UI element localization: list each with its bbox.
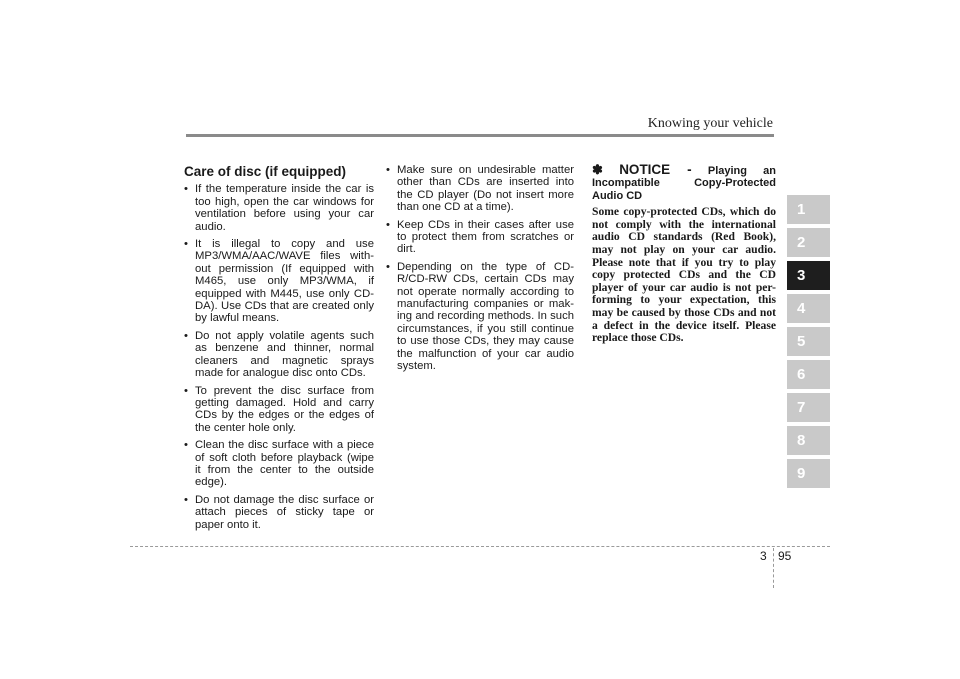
chapter-tab-1[interactable]: 1 xyxy=(787,195,830,224)
chapter-tab-8[interactable]: 8 xyxy=(787,426,830,455)
chapter-tab-7[interactable]: 7 xyxy=(787,393,830,422)
list-item: • Clean the disc surface with a piece of soft cloth before playback (wipe it from the center to the outside edge). xyxy=(184,439,374,489)
notice-subtitle: Playing an Incompatible Copy-Protected Audio CD xyxy=(592,165,777,202)
notice-body: Some copy-protected CDs, which do not comply with the international audio CD standards (Red Book), may not play on your car audio. Please note that if you try to play copy protected CDs and the CD player of your car audio is not per-forming to your expectation, this may be caused by those CDs and not a defect in the device itself. Please replace those CDs. xyxy=(592,205,776,345)
page-chapter-number: 3 xyxy=(760,549,767,563)
footer-rule xyxy=(130,546,830,547)
list-item: • It is illegal to copy and use MP3/WMA/AAC/WAVE files with-out permission (If equipped with M465, use only MP3/WMA, if equipped with M445, use only CD-DA). Use CDs that are created only by lawful means. xyxy=(184,238,374,325)
header-rule xyxy=(186,134,774,137)
list-item: • Do not damage the disc surface or attach pieces of sticky tape or paper onto it. xyxy=(184,494,374,531)
bullet-list-1 xyxy=(184,183,374,531)
chapter-tab-9[interactable]: 9 xyxy=(787,459,830,488)
list-item: • To prevent the disc surface from getting damaged. Hold and carry CDs by the edges or the edges of the center hole only. xyxy=(184,385,374,435)
chapter-tab-4[interactable]: 4 xyxy=(787,294,830,323)
list-item: • If the temperature inside the car is too high, open the car windows for ventilation before using your car audio. xyxy=(184,183,374,233)
chapter-tab-2[interactable]: 2 xyxy=(787,228,830,257)
page-number: 95 xyxy=(778,549,792,563)
bullet-list-2 xyxy=(386,164,574,373)
list-item: • Do not apply volatile agents such as benzene and thinner, normal cleaners and magnetic sprays made for analogue disc onto CDs. xyxy=(184,330,374,380)
section-heading: Care of disc (if equipped) xyxy=(184,164,347,179)
column-1 xyxy=(184,164,374,536)
notice-box xyxy=(592,164,776,345)
running-header-title: Knowing your vehicle xyxy=(647,116,773,131)
column-2 xyxy=(386,164,574,378)
footer-divider xyxy=(773,548,774,588)
notice-asterisk-icon: ✽ xyxy=(592,162,603,177)
chapter-tab-3[interactable]: 3 xyxy=(787,261,830,290)
chapter-tab-6[interactable]: 6 xyxy=(787,360,830,389)
list-item: • Depending on the type of CD-R/CD-RW CDs, certain CDs may not operate normally according to manufacturing companies or mak-ing and recording methods. In such circumstances, if you still continue to use those CDs, they may cause the malfunction of your car audio system. xyxy=(386,261,574,373)
chapter-tab-5[interactable]: 5 xyxy=(787,327,830,356)
list-item: • Make sure on undesirable matter other than CDs are inserted into the CD player (Do not insert more than one CD at a time). xyxy=(386,164,574,214)
notice-label: NOTICE - xyxy=(619,162,692,177)
notice-heading xyxy=(592,164,776,202)
list-item: • Keep CDs in their cases after use to protect them from scratches or dirt. xyxy=(386,219,574,256)
chapter-tabs xyxy=(787,195,830,492)
